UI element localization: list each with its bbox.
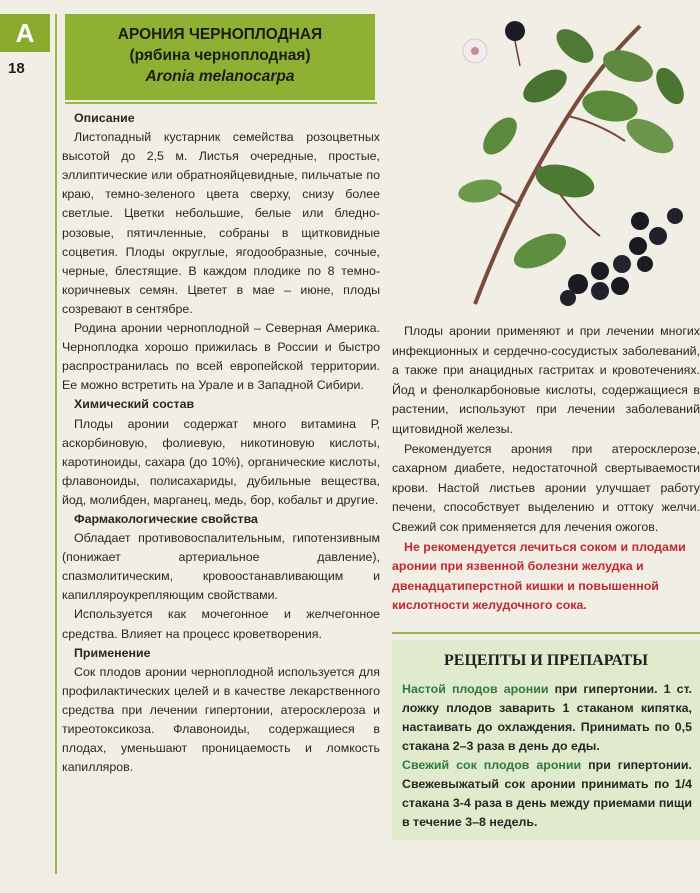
pharmacology-paragraph-1: Обладает противовоспалительным, гипотензивным (понижает артериальное давление), спазмолитическим, кровоостанавливающим и капилляроукрепляющим свойствами. (62, 531, 380, 603)
section-letter-tab: A (0, 14, 50, 52)
right-column (392, 322, 700, 616)
right-paragraph-1: Плоды аронии применяют и при лечении многих инфекционных и сердечно-сосудистых заболеваний, а также при анацидных гастритах и кровотечениях. Йод и фенолкарбоновые кислоты, содержащиеся в растении, используют при лечении заболеваний щитовидной железы. (392, 324, 700, 436)
description-paragraph-1: Листопадный кустарник семейства розоцветных высотой до 2,5 м. Листья очередные, простые, эллиптические или обратнояйцевидные, пильчатые по краю, темно-зеленого цвета сверху, снизу более светлые. Цветки небольшие, белые или бледно-розовые, пятичленные, собраны в щитковидные соцветия. Плоды округлые, ягодообразные, сочные, черные, блестящие. В каждом плодике по 8 темно-коричневых семян. Цветет в мае – июне, плоды созревают в сентябре. (62, 130, 380, 316)
title-latin: Aronia melanocarpa (145, 68, 295, 85)
recipes-title: РЕЦЕПТЫ И ПРЕПАРАТЫ (444, 652, 648, 669)
title-synonym: (рябина черноплодная) (129, 47, 311, 64)
chokeberry-illustration (450, 6, 700, 306)
recipe-name: Свежий сок плодов аронии (402, 758, 582, 772)
article-title-box (65, 14, 375, 100)
recipe-text: при гипертонии. Свежевыжатый сок аронии принимать по 1/4 стакана 3-4 раза в день между приемами пищи в течение 3–8 недель. (402, 758, 692, 829)
recipes-box (392, 640, 700, 840)
page-number: 18 (8, 60, 25, 77)
heading-chemistry: Химический состав (74, 397, 195, 412)
warning-paragraph: Не рекомендуется лечиться соком и плодами аронии при язвенной болезни желудка и двенадцатиперстной кишки и повышенной кислотности желудочного сока. (392, 539, 686, 613)
heading-usage: Применение (74, 645, 151, 660)
title-main: АРОНИЯ ЧЕРНОПЛОДНАЯ (117, 26, 323, 43)
recipe-text: при гипертонии. 1 ст. ложку плодов заварить 1 стаканом кипятка, настаивать до охлаждения. Принимать по 0,5 стакана 2–3 раза в день до еды. (402, 682, 692, 753)
heading-description: Описание (74, 111, 135, 125)
title-underline (65, 102, 377, 104)
recipe-item (402, 680, 692, 756)
margin-rule (55, 14, 57, 874)
recipes-top-rule (392, 632, 700, 634)
chemistry-paragraph: Плоды аронии содержат много витамина Р, аскорбиновую, фолиевую, никотиновую кислоты, каротиноиды, сахара (до 10%), органические кислоты, флавоноиды, полисахариды, дубильные вещества, йод, молибден, марганец, медь, бор, кобальт и другие. (62, 416, 380, 507)
recipes-body (392, 670, 700, 832)
usage-paragraph: Сок плодов аронии черноплодной используется для профилактических целей и в качестве лекарственного средства при лечении гипертонии, атеросклероза и тиреотоксикоза. Флавоноиды, содержащиеся в плодах, уменьшают проницаемость и ломкость капилляров. (62, 664, 380, 775)
heading-pharmacology: Фармакологические свойства (74, 511, 258, 526)
recipe-item (402, 756, 692, 832)
right-paragraph-2: Рекомендуется арония при атеросклерозе, сахарном диабете, недостаточной свертываемости крови. Настой листьев аронии улучшает работу печени, способствует выделению и оттоку желчи. Свежий сок применяется для лечения ожогов. (392, 441, 700, 534)
pharmacology-paragraph-2: Используется как мочегонное и желчегонное средства. Влияет на процесс кроветворения. (62, 607, 380, 641)
description-paragraph-2: Родина аронии черноплодной – Северная Америка. Черноплодка хорошо прижилась в России и быстро распространилась по всей европейской территории. Ее можно встретить на Урале и в Западной Сибири. (62, 321, 380, 393)
left-column (62, 109, 380, 777)
recipe-name: Настой плодов аронии (402, 682, 549, 696)
